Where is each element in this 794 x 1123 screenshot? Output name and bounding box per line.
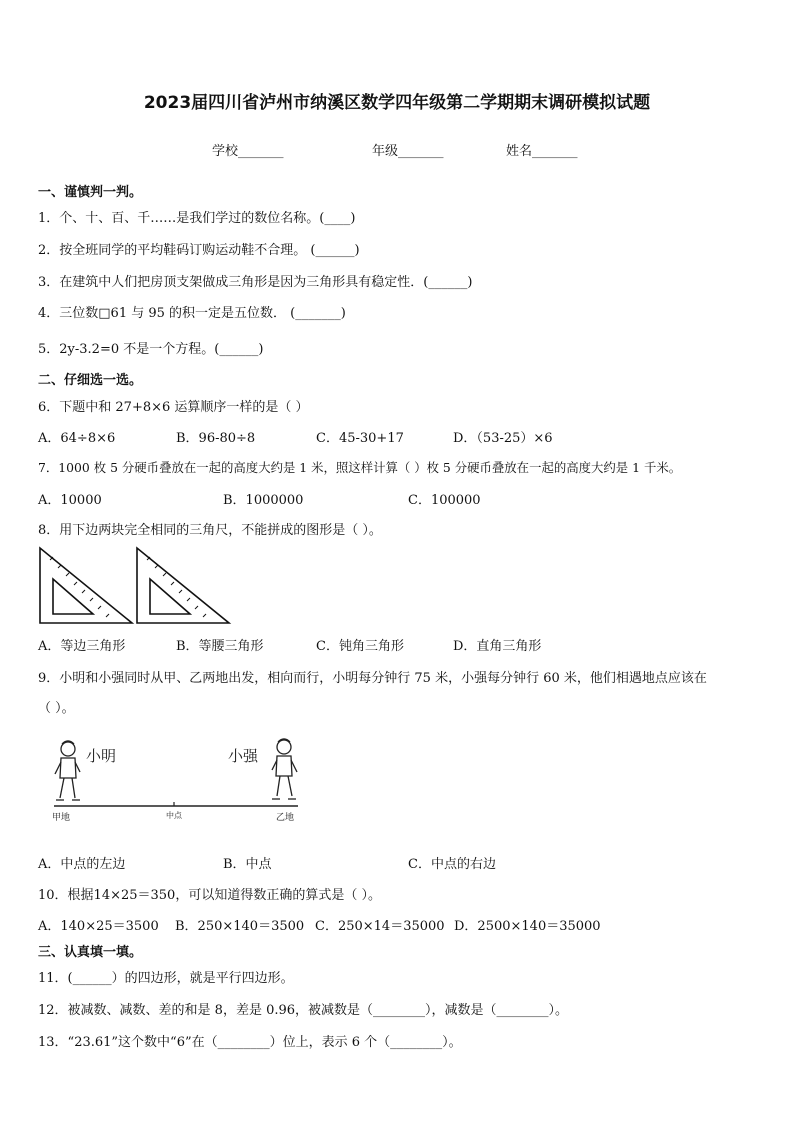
q6-option-b: B．96-80÷8 xyxy=(176,431,256,446)
question-9-line-1: 9．小明和小强同时从甲、乙两地出发，相向而行，小明每分钟行 75 米，小强每分钟行 60 米，他们相遇地点应该在 xyxy=(38,671,707,686)
q6-option-c: C．45-30+17 xyxy=(316,431,404,446)
question-12: 12．被减数、减数、差的和是 8，差是 0.96，被减数是（________），减数是（________）。 xyxy=(38,1003,569,1018)
section-heading-judge: 一、谨慎判一判。 xyxy=(38,185,143,200)
boy-xiaoming-figure xyxy=(55,741,80,800)
question-5: 5．2y-3.2=0 不是一个方程。(______) xyxy=(38,342,264,357)
q8-option-c: C．钝角三角形 xyxy=(316,639,404,654)
grade-field: 年级_______ xyxy=(372,144,444,159)
q9-option-c: C．中点的右边 xyxy=(408,857,496,872)
boy-xiaoqiang-figure xyxy=(272,739,297,799)
q6-option-a: A．64÷8×6 xyxy=(38,431,116,446)
q8-option-d: D．直角三角形 xyxy=(453,639,542,654)
q7-option-a: A．10000 xyxy=(38,493,102,508)
meeting-point-figure xyxy=(48,734,308,826)
label-yi-place: 乙地 xyxy=(276,813,295,823)
set-square-right xyxy=(137,548,229,623)
set-squares-figure xyxy=(38,546,233,626)
section-heading-choose: 二、仔细选一选。 xyxy=(38,373,143,388)
q9-option-b: B．中点 xyxy=(223,857,272,872)
set-square-left xyxy=(40,548,132,623)
label-midpoint: 中点 xyxy=(166,811,182,820)
q10-option-b: B．250×140＝3500 xyxy=(175,919,305,934)
q9-option-a: A．中点的左边 xyxy=(38,857,126,872)
school-field: 学校_______ xyxy=(212,144,284,159)
question-1: 1．个、十、百、千……是我们学过的数位名称。(____) xyxy=(38,211,356,226)
q7-option-b: B．1000000 xyxy=(223,493,304,508)
question-9-line-2: （ ）。 xyxy=(38,701,75,716)
label-jia-place: 甲地 xyxy=(52,813,71,823)
question-4: 4．三位数□61 与 95 的积一定是五位数． (_______) xyxy=(38,306,346,321)
question-10: 10．根据14×25＝350，可以知道得数正确的算式是（ ）。 xyxy=(38,888,381,903)
question-3: 3．在建筑中人们把房顶支架做成三角形是因为三角形具有稳定性．(______) xyxy=(38,275,473,290)
name-field: 姓名_______ xyxy=(506,144,578,159)
q10-option-d: D．2500×140＝35000 xyxy=(454,919,601,934)
label-xiaoming: 小明 xyxy=(86,747,117,765)
question-11: 11．(______）的四边形，就是平行四边形。 xyxy=(38,971,294,986)
question-2: 2．按全班同学的平均鞋码订购运动鞋不合理。 (______) xyxy=(38,243,360,258)
q10-option-c: C．250×14＝35000 xyxy=(315,919,445,934)
q8-option-b: B．等腰三角形 xyxy=(176,639,264,654)
q6-option-d: D．（53-25）×6 xyxy=(453,431,553,446)
q10-option-a: A．140×25＝3500 xyxy=(38,919,159,934)
question-13: 13．“23.61”这个数中“6”在（________）位上，表示 6 个（________）。 xyxy=(38,1035,462,1050)
section-heading-fill: 三、认真填一填。 xyxy=(38,945,143,960)
q8-option-a: A．等边三角形 xyxy=(38,639,126,654)
page-title: 2023届四川省泸州市纳溪区数学四年级第二学期期末调研模拟试题 xyxy=(143,93,651,113)
q7-option-c: C．100000 xyxy=(408,493,481,508)
question-7: 7．1000 枚 5 分硬币叠放在一起的高度大约是 1 米，照这样计算（ ）枚 5 分硬币叠放在一起的高度大约是 1 千米。 xyxy=(38,460,682,475)
label-xiaoqiang: 小强 xyxy=(228,747,259,765)
question-6: 6．下题中和 27+8×6 运算顺序一样的是（ ） xyxy=(38,400,309,415)
question-8: 8．用下边两块完全相同的三角尺，不能拼成的图形是（ ）。 xyxy=(38,523,382,538)
